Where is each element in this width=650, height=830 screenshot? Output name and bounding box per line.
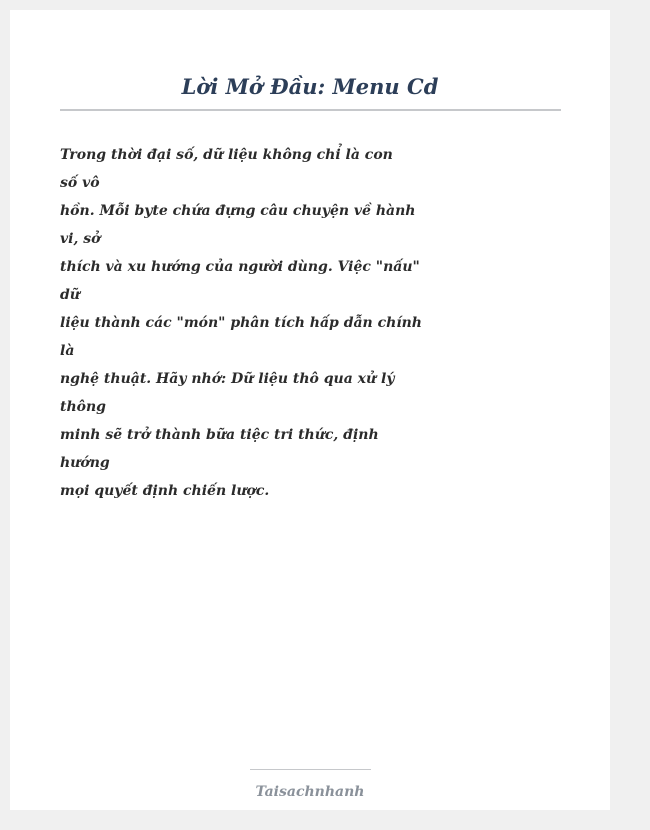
- footer-divider: [250, 769, 371, 770]
- body-text: [60, 141, 422, 505]
- body-line: Trong thời đại số, dữ liệu không chỉ là con: [60, 147, 393, 163]
- body-line: hồn. Mỗi byte chứa đựng câu chuyện về hành: [60, 203, 416, 219]
- body-line: vi, sở: [60, 231, 101, 247]
- page-title: Lời Mở Đầu: Menu Cd: [181, 74, 439, 99]
- body-line: dữ: [60, 287, 80, 303]
- footer-text: Taisachnhanh: [255, 784, 365, 800]
- body-line: nghệ thuật. Hãy nhớ: Dữ liệu thô qua xử lý: [60, 371, 395, 387]
- body-line: mọi quyết định chiến lược.: [60, 483, 270, 499]
- body-line: liệu thành các "món" phân tích hấp dẫn chính: [60, 315, 422, 331]
- body-line: số vô: [60, 175, 100, 191]
- document-page: [10, 10, 610, 810]
- body-line: minh sẽ trở thành bữa tiệc tri thức, định: [60, 427, 379, 443]
- body-line: là: [60, 343, 75, 359]
- body-line: thông: [60, 399, 106, 415]
- body-line: hướng: [60, 455, 110, 471]
- body-line: thích và xu hướng của người dùng. Việc "nấu": [60, 259, 420, 275]
- title-divider: [60, 109, 561, 111]
